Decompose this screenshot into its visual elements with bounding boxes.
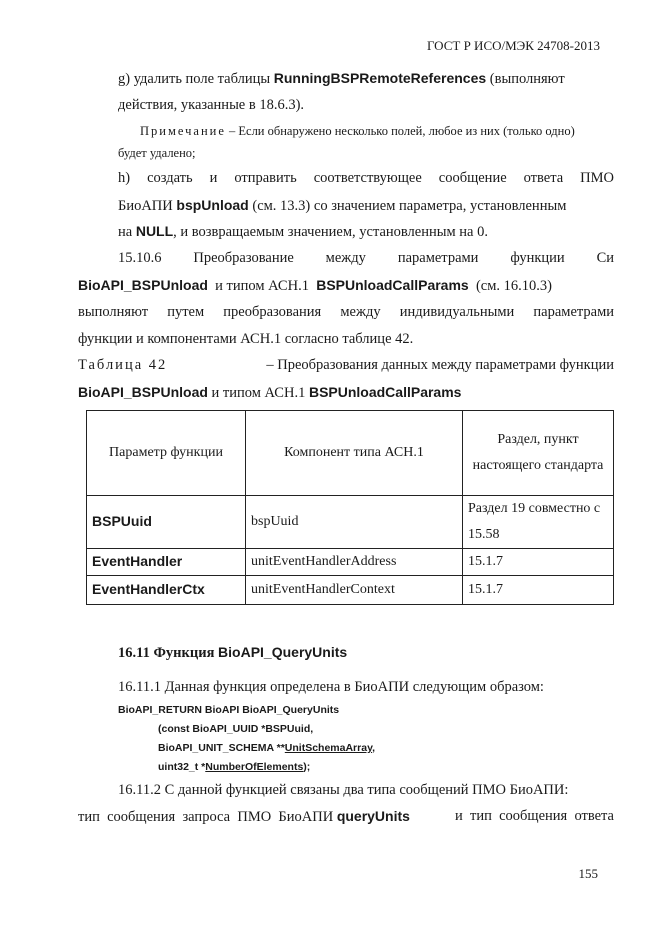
item-h-line3-suffix: , и возвращаемым значением, установленным на 0.	[173, 224, 488, 240]
code-bioapi-bspunload: BioAPI_BSPUnload	[78, 277, 208, 293]
word: ответа	[523, 170, 564, 186]
p2-line2-suffix: и тип сообщения ответа	[454, 808, 614, 824]
code-bspunloadcallparams: BSPUnloadCallParams	[316, 277, 469, 293]
section-code: BioAPI_QueryUnits	[218, 644, 348, 660]
word: индивидуальными	[399, 304, 515, 320]
para-15-10-6-mid: и типом АСН.1	[215, 278, 309, 294]
word: сообщение	[438, 170, 507, 186]
table-caption-line1	[78, 357, 614, 374]
para-16-11-2-line2	[78, 808, 614, 826]
code-fragment: ,	[372, 742, 376, 754]
header-section: Раздел, пункт настоящего стандарта	[463, 411, 614, 496]
note-line2: будет удалено;	[118, 146, 196, 160]
code-fragment: );	[303, 761, 311, 773]
code-line-3	[158, 742, 375, 754]
caption-mid: и типом АСН.1	[211, 385, 306, 401]
header-param: Параметр функции	[87, 411, 246, 496]
section-number: 16.11 Функция	[118, 645, 215, 661]
word: параметрами	[533, 304, 615, 320]
para-15-10-6-line2	[78, 277, 552, 295]
item-h-line2-prefix: БиоАПИ	[118, 198, 173, 214]
note-line1	[140, 124, 575, 139]
note-label: Примечание	[140, 124, 226, 138]
para-15-10-6-line4: функции и компонентами АСН.1 согласно таблице 42.	[78, 331, 414, 347]
word: преобразования	[223, 304, 322, 320]
table-row	[87, 496, 614, 549]
row-param: EventHandlerCtx	[92, 581, 205, 597]
item-h-code-null: NULL	[135, 223, 174, 239]
word: параметрами	[397, 250, 479, 266]
item-h-line3	[118, 223, 488, 241]
p2-line2-prefix: тип сообщения запроса ПМО БиоАПИ	[78, 809, 334, 825]
para-16-11-1: 16.11.1 Данная функция определена в БиоАПИ следующим образом:	[118, 679, 544, 695]
item-g-code: RunningBSPRemoteReferences	[273, 70, 487, 86]
item-h-line2-suffix: (см. 13.3) со значением параметра, установленным	[252, 198, 567, 214]
table-row	[87, 549, 614, 576]
note-text: – Если обнаружено несколько полей, любое из них (только одно)	[229, 124, 575, 138]
item-h-line3-prefix: на	[118, 224, 133, 240]
code-line-4	[158, 761, 310, 773]
word: h) создать	[118, 170, 193, 186]
para-15-10-6-line3	[78, 304, 614, 321]
item-g-suffix: (выполняют	[489, 71, 565, 87]
item-g-line2: действия, указанные в 18.6.3).	[118, 97, 305, 113]
para-15-10-6-ref: (см. 16.10.3)	[475, 278, 552, 294]
row-section: 15.1.7	[463, 549, 614, 576]
code-fragment: BioAPI_UNIT_SCHEMA **	[158, 742, 285, 754]
word: отправить	[234, 170, 297, 186]
table-row	[87, 576, 614, 605]
word: Преобразование	[193, 250, 294, 266]
caption-code-bspunloadcallparams: BSPUnloadCallParams	[308, 384, 462, 400]
code-line-1: BioAPI_RETURN BioAPI BioAPI_QueryUnits	[118, 704, 340, 716]
item-h-line1	[118, 170, 614, 187]
para-16-11-2-line1: 16.11.2 С данной функцией связаны два типа сообщений ПМО БиоАПИ:	[118, 782, 569, 798]
table-caption-text: – Преобразования данных между параметрами функции	[266, 357, 614, 373]
code-link-unitschemaarray[interactable]: UnitSchemaArray	[284, 742, 373, 754]
mapping-table	[86, 410, 614, 605]
word: выполняют	[78, 304, 149, 320]
word: ПМО	[580, 170, 614, 186]
row-section: 15.1.7	[463, 576, 614, 605]
row-param: EventHandler	[92, 553, 183, 569]
code-line-2: (const BioAPI_UUID *BSPUuid,	[158, 723, 314, 735]
item-h-code-bspunload: bspUnload	[176, 197, 249, 213]
word: 15.10.6	[118, 250, 162, 266]
table-caption-label: Таблица 42	[78, 357, 168, 373]
word: соответствующее	[313, 170, 422, 186]
item-g-line1	[118, 70, 565, 88]
code-fragment: uint32_t *	[158, 761, 206, 773]
row-component: unitEventHandlerContext	[246, 576, 463, 605]
row-component: unitEventHandlerAddress	[246, 549, 463, 576]
item-h-line2	[118, 197, 566, 215]
word: между	[340, 304, 381, 320]
word: путем	[167, 304, 205, 320]
table-caption-line2	[78, 384, 461, 402]
code-queryunits: queryUnits	[336, 808, 410, 824]
document-header: ГОСТ Р ИСО/МЭК 24708-2013	[426, 38, 600, 53]
word: и	[209, 170, 218, 186]
caption-code-bioapi-bspunload: BioAPI_BSPUnload	[78, 384, 208, 400]
word: функции	[510, 250, 565, 266]
header-component: Компонент типа АСН.1	[246, 411, 463, 496]
code-link-numberofelements[interactable]: NumberOfElements	[205, 761, 304, 773]
item-g-prefix: g) удалить поле таблицы	[118, 71, 271, 87]
table-header-row	[87, 411, 614, 496]
page-number: 155	[578, 866, 598, 881]
section-16-11-heading	[118, 644, 347, 662]
row-component: bspUuid	[246, 496, 463, 549]
word: между	[325, 250, 366, 266]
row-section: Раздел 19 совместно с 15.58	[463, 496, 614, 549]
row-param: BSPUuid	[92, 513, 152, 529]
word: Си	[596, 250, 615, 266]
para-15-10-6-line1	[118, 250, 614, 267]
